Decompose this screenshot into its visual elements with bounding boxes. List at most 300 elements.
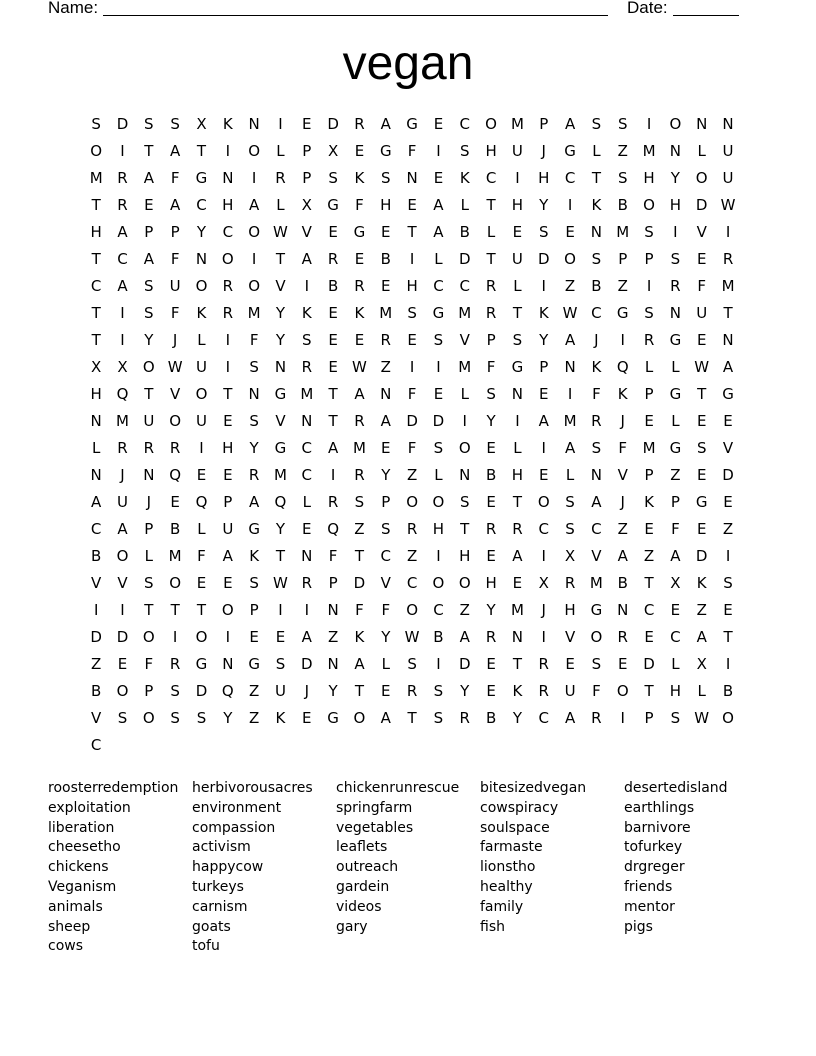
- grid-letter: Q: [195, 493, 208, 511]
- grid-letter: S: [144, 304, 154, 322]
- grid-letter: K: [591, 358, 602, 376]
- grid-letter: L: [697, 142, 706, 160]
- grid-letter: E: [302, 115, 312, 133]
- grid-letter: U: [195, 358, 207, 376]
- grid-letter: E: [354, 142, 365, 160]
- word-list-item: herbivorousacres: [192, 780, 313, 796]
- grid-letter: B: [327, 277, 339, 295]
- grid-letter: H: [669, 196, 682, 214]
- grid-letter: V: [275, 277, 286, 295]
- grid-letter: V: [591, 547, 602, 565]
- grid-letter: W: [694, 358, 710, 376]
- grid-letter: U: [696, 304, 708, 322]
- grid-letter: E: [644, 412, 654, 430]
- grid-letter: C: [459, 115, 470, 133]
- grid-letter: R: [485, 520, 497, 538]
- grid-letter: E: [644, 628, 654, 646]
- grid-letter: B: [91, 682, 102, 700]
- grid-letter: A: [301, 250, 312, 268]
- grid-letter: J: [541, 142, 546, 160]
- grid-letter: A: [222, 547, 233, 565]
- grid-letter: N: [380, 385, 392, 403]
- grid-letter: G: [511, 358, 524, 376]
- grid-letter: K: [249, 547, 260, 565]
- grid-letter: V: [564, 628, 576, 646]
- grid-letter: G: [616, 304, 629, 322]
- grid-letter: I: [620, 709, 625, 727]
- grid-letter: E: [275, 628, 286, 646]
- grid-letter: K: [354, 169, 365, 187]
- grid-letter: P: [144, 520, 154, 538]
- word-list-item: soulspace: [480, 819, 550, 836]
- grid-letter: T: [723, 628, 733, 646]
- grid-letter: C: [196, 196, 207, 214]
- word-list-item: vegetables: [336, 819, 414, 836]
- grid-letter: J: [146, 493, 152, 511]
- word-list-item: tofurkey: [624, 839, 683, 856]
- grid-letter: C: [406, 574, 418, 592]
- grid-letter: Z: [617, 520, 628, 538]
- grid-letter: A: [117, 277, 128, 295]
- grid-letter: S: [144, 277, 154, 295]
- grid-letter: T: [144, 142, 154, 160]
- grid-letter: D: [695, 547, 708, 565]
- grid-letter: C: [433, 277, 444, 295]
- grid-letter: B: [459, 223, 470, 241]
- grid-letter: R: [222, 304, 234, 322]
- grid-letter: E: [302, 709, 312, 727]
- grid-letter: S: [670, 250, 681, 268]
- grid-letter: O: [695, 169, 708, 187]
- grid-letter: R: [538, 655, 549, 673]
- grid-letter: S: [512, 331, 523, 349]
- grid-letter: G: [669, 439, 682, 457]
- grid-letter: L: [91, 439, 101, 457]
- grid-letter: S: [538, 223, 549, 241]
- grid-letter: I: [304, 277, 309, 295]
- grid-letter: M: [379, 304, 393, 322]
- grid-letter: T: [275, 250, 286, 268]
- grid-letter: W: [273, 223, 288, 241]
- grid-letter: F: [170, 304, 180, 322]
- grid-letter: P: [381, 493, 391, 511]
- grid-letter: K: [459, 169, 470, 187]
- grid-letter: S: [302, 331, 312, 349]
- grid-letter: A: [617, 547, 628, 565]
- grid-letter: I: [330, 466, 336, 484]
- grid-letter: S: [275, 655, 286, 673]
- grid-letter: Z: [696, 601, 707, 619]
- grid-letter: T: [591, 169, 601, 187]
- grid-letter: I: [278, 601, 283, 619]
- grid-letter: M: [168, 547, 182, 565]
- date-label: Date:: [627, 0, 668, 17]
- grid-letter: I: [120, 331, 125, 349]
- grid-letter: I: [725, 547, 731, 565]
- grid-letter: B: [485, 466, 497, 484]
- grid-letter: I: [436, 358, 441, 376]
- grid-letter: H: [511, 196, 524, 214]
- word-column: [48, 779, 192, 957]
- grid-letter: E: [117, 655, 128, 673]
- grid-letter: W: [167, 358, 183, 376]
- grid-letter: Z: [670, 466, 681, 484]
- grid-letter: R: [354, 115, 365, 133]
- grid-letter: G: [722, 385, 734, 403]
- grid-letter: D: [116, 115, 129, 133]
- grid-letter: T: [196, 601, 207, 619]
- grid-letter: O: [221, 250, 234, 268]
- grid-letter: A: [249, 196, 260, 214]
- grid-letter: O: [195, 385, 208, 403]
- grid-letter: S: [670, 709, 681, 727]
- grid-letter: V: [91, 574, 102, 592]
- grid-letter: A: [591, 493, 602, 511]
- grid-letter: R: [354, 412, 365, 430]
- grid-letter: Z: [406, 547, 418, 565]
- grid-letter: Y: [486, 412, 496, 430]
- grid-letter: A: [117, 223, 128, 241]
- grid-letter: S: [328, 169, 338, 187]
- grid-letter: I: [541, 439, 546, 457]
- grid-letter: C: [301, 439, 313, 457]
- grid-letter: R: [117, 196, 128, 214]
- grid-letter: L: [513, 439, 522, 457]
- grid-letter: W: [720, 196, 736, 214]
- word-list-item: bitesizedvegan: [480, 780, 587, 796]
- grid-letter: Y: [539, 196, 549, 214]
- word-column: [480, 779, 624, 957]
- grid-letter: Q: [116, 385, 129, 403]
- grid-letter: Z: [722, 520, 734, 538]
- word-list-item: barnivore: [624, 819, 691, 836]
- word-list-item: compassion: [192, 819, 276, 836]
- grid-letter: L: [276, 196, 285, 214]
- grid-letter: E: [486, 493, 496, 511]
- grid-letter: E: [170, 493, 180, 511]
- grid-letter: W: [562, 304, 578, 322]
- grid-letter: L: [671, 412, 680, 430]
- grid-letter: U: [511, 142, 523, 160]
- grid-letter: E: [512, 223, 523, 241]
- grid-letter: P: [486, 331, 496, 349]
- grid-letter: D: [90, 628, 102, 646]
- grid-letter: G: [195, 169, 208, 187]
- word-list-item: drgreger: [624, 859, 685, 876]
- grid-letter: X: [117, 358, 128, 376]
- grid-letter: M: [510, 601, 524, 619]
- grid-letter: Y: [328, 682, 338, 700]
- grid-letter: M: [721, 277, 735, 295]
- grid-letter: L: [671, 655, 680, 673]
- grid-letter: E: [617, 655, 628, 673]
- grid-letter: R: [722, 250, 734, 268]
- grid-letter: D: [327, 115, 339, 133]
- word-list-item: cows: [48, 938, 84, 955]
- grid-letter: O: [142, 709, 155, 727]
- grid-letter: S: [644, 304, 654, 322]
- grid-letter: B: [617, 574, 628, 592]
- grid-letter: T: [196, 142, 207, 160]
- grid-letter: H: [406, 277, 418, 295]
- grid-letter: K: [275, 709, 286, 727]
- word-list-item: goats: [192, 918, 231, 935]
- grid-letter: H: [222, 196, 234, 214]
- word-list-item: chickens: [48, 859, 109, 876]
- grid-letter: E: [407, 331, 417, 349]
- grid-letter: T: [91, 304, 101, 322]
- grid-letter: U: [222, 520, 234, 538]
- grid-letter: L: [381, 655, 390, 673]
- grid-letter: A: [170, 196, 181, 214]
- grid-letter: M: [642, 439, 656, 457]
- grid-letter: T: [91, 250, 101, 268]
- grid-letter: N: [327, 655, 339, 673]
- grid-letter: J: [620, 412, 625, 430]
- grid-letter: U: [274, 682, 286, 700]
- grid-letter: S: [433, 331, 444, 349]
- grid-letter: E: [249, 628, 259, 646]
- grid-letter: R: [617, 628, 628, 646]
- grid-letter: J: [541, 601, 546, 619]
- word-list-item: chickenrunrescue: [336, 780, 460, 796]
- grid-letter: I: [251, 250, 257, 268]
- grid-letter: D: [116, 628, 129, 646]
- grid-letter: Y: [381, 466, 391, 484]
- grid-letter: E: [381, 277, 391, 295]
- word-list-item: healthy: [480, 878, 533, 895]
- grid-letter: R: [327, 493, 339, 511]
- grid-letter: N: [301, 547, 313, 565]
- grid-letter: H: [564, 601, 576, 619]
- grid-letter: A: [380, 412, 391, 430]
- grid-letter: I: [225, 628, 231, 646]
- grid-letter: O: [458, 439, 471, 457]
- grid-letter: S: [170, 682, 180, 700]
- grid-letter: B: [591, 277, 602, 295]
- grid-letter: S: [644, 223, 654, 241]
- grid-letter: O: [564, 250, 576, 268]
- grid-letter: V: [459, 331, 470, 349]
- grid-letter: E: [196, 574, 207, 592]
- grid-letter: R: [275, 169, 286, 187]
- grid-letter: S: [433, 709, 444, 727]
- grid-letter: G: [590, 601, 603, 619]
- grid-letter: N: [301, 412, 313, 430]
- grid-letter: L: [460, 385, 469, 403]
- grid-letter: D: [353, 574, 366, 592]
- word-list-item: outreach: [336, 859, 399, 876]
- grid-letter: I: [409, 250, 415, 268]
- grid-letter: S: [617, 115, 628, 133]
- page-title: vegan: [342, 37, 474, 90]
- grid-letter: O: [169, 412, 182, 430]
- grid-letter: D: [695, 196, 708, 214]
- grid-letter: M: [642, 142, 656, 160]
- word-list-item: liberation: [48, 819, 115, 836]
- grid-letter: L: [302, 493, 311, 511]
- grid-letter: O: [485, 115, 497, 133]
- grid-letter: C: [591, 304, 602, 322]
- grid-letter: T: [144, 601, 154, 619]
- grid-letter: P: [644, 709, 654, 727]
- grid-letter: Z: [380, 358, 391, 376]
- grid-letter: T: [170, 601, 180, 619]
- grid-letter: T: [328, 412, 338, 430]
- word-list-item: exploitation: [48, 799, 131, 816]
- word-list-item: videos: [336, 898, 382, 915]
- grid-letter: M: [89, 169, 103, 187]
- grid-letter: A: [670, 547, 681, 565]
- grid-letter: Z: [91, 655, 102, 673]
- grid-letter: I: [567, 385, 573, 403]
- grid-letter: E: [381, 223, 391, 241]
- grid-letter: G: [327, 709, 339, 727]
- grid-letter: R: [564, 574, 576, 592]
- grid-letter: H: [511, 466, 524, 484]
- grid-letter: S: [354, 493, 365, 511]
- grid-letter: L: [644, 358, 654, 376]
- grid-letter: T: [512, 493, 522, 511]
- grid-letter: V: [117, 574, 128, 592]
- grid-letter: S: [144, 115, 154, 133]
- grid-letter: Z: [617, 277, 628, 295]
- grid-letter: Z: [248, 682, 260, 700]
- grid-letter: U: [143, 412, 155, 430]
- grid-letter: E: [565, 655, 575, 673]
- grid-letter: H: [90, 223, 102, 241]
- grid-letter: A: [564, 331, 576, 349]
- grid-letter: Y: [144, 331, 154, 349]
- grid-letter: O: [458, 574, 471, 592]
- word-list-item: activism: [192, 839, 251, 856]
- grid-letter: R: [117, 169, 128, 187]
- grid-letter: N: [722, 115, 734, 133]
- grid-letter: I: [725, 223, 731, 241]
- grid-letter: T: [275, 547, 286, 565]
- grid-letter: E: [223, 574, 233, 592]
- grid-letter: Q: [616, 358, 629, 376]
- grid-letter: G: [327, 196, 339, 214]
- grid-letter: P: [539, 115, 549, 133]
- grid-letter: E: [328, 304, 338, 322]
- grid-letter: A: [143, 169, 154, 187]
- grid-letter: Z: [564, 277, 576, 295]
- grid-letter: N: [617, 601, 629, 619]
- grid-letter: Y: [539, 331, 549, 349]
- word-list-item: cheesetho: [48, 839, 121, 856]
- grid-letter: I: [251, 169, 257, 187]
- grid-letter: O: [643, 196, 655, 214]
- worksheet-header: [48, 0, 748, 20]
- grid-letter: A: [354, 655, 365, 673]
- word-list-item: lionstho: [480, 859, 536, 876]
- grid-letter: L: [671, 358, 680, 376]
- grid-letter: Y: [275, 520, 286, 538]
- grid-letter: O: [90, 142, 103, 160]
- grid-letter: O: [195, 628, 208, 646]
- grid-letter: C: [538, 709, 549, 727]
- grid-letter: B: [170, 520, 181, 538]
- grid-letter: V: [301, 223, 312, 241]
- grid-letter: U: [117, 493, 128, 511]
- grid-letter: N: [590, 223, 603, 241]
- grid-letter: R: [459, 709, 470, 727]
- grid-letter: M: [510, 115, 524, 133]
- grid-letter: J: [620, 493, 625, 511]
- grid-letter: P: [539, 358, 549, 376]
- grid-letter: I: [436, 142, 441, 160]
- grid-letter: P: [644, 466, 654, 484]
- grid-letter: H: [459, 547, 471, 565]
- word-list-item: animals: [48, 898, 103, 915]
- grid-letter: H: [222, 439, 234, 457]
- grid-letter: I: [567, 196, 573, 214]
- word-list-item: Veganism: [48, 878, 117, 895]
- grid-letter: H: [643, 169, 655, 187]
- grid-letter: J: [172, 331, 178, 349]
- grid-letter: E: [433, 169, 444, 187]
- word-list-item: turkeys: [192, 878, 244, 895]
- grid-letter: E: [433, 115, 444, 133]
- grid-letter: Z: [459, 601, 470, 619]
- grid-letter: N: [222, 655, 234, 673]
- grid-letter: H: [432, 520, 445, 538]
- grid-letter: O: [248, 223, 261, 241]
- grid-letter: M: [458, 358, 472, 376]
- grid-letter: P: [644, 385, 654, 403]
- grid-letter: X: [327, 142, 339, 160]
- grid-letter: R: [143, 439, 155, 457]
- grid-letter: I: [120, 304, 125, 322]
- grid-letter: E: [565, 223, 575, 241]
- grid-letter: K: [301, 304, 312, 322]
- grid-letter: G: [669, 385, 682, 403]
- grid-letter: M: [458, 304, 472, 322]
- grid-letter: J: [120, 466, 125, 484]
- grid-letter: H: [380, 196, 392, 214]
- grid-letter: N: [90, 412, 102, 430]
- grid-letter: I: [93, 601, 99, 619]
- grid-letter: G: [248, 520, 260, 538]
- grid-letter: Z: [354, 520, 365, 538]
- grid-letter: S: [486, 385, 496, 403]
- grid-letter: T: [644, 574, 654, 592]
- grid-letter: L: [434, 250, 443, 268]
- grid-letter: C: [485, 169, 497, 187]
- grid-letter: N: [590, 466, 603, 484]
- grid-letter: C: [90, 736, 102, 754]
- grid-letter: I: [620, 331, 625, 349]
- grid-letter: V: [722, 439, 734, 457]
- grid-letter: L: [197, 520, 206, 538]
- grid-letter: Y: [460, 682, 470, 700]
- grid-letter: D: [432, 412, 445, 430]
- grid-letter: O: [248, 277, 261, 295]
- grid-letter: D: [458, 655, 471, 673]
- grid-letter: P: [670, 493, 680, 511]
- grid-letter: O: [722, 709, 734, 727]
- grid-letter: I: [462, 412, 467, 430]
- grid-letter: M: [300, 385, 314, 403]
- grid-letter: E: [696, 250, 707, 268]
- grid-letter: G: [379, 142, 392, 160]
- grid-letter: S: [381, 520, 391, 538]
- grid-letter: O: [406, 601, 418, 619]
- grid-letter: S: [591, 115, 602, 133]
- grid-letter: G: [353, 223, 366, 241]
- grid-letter: P: [249, 601, 259, 619]
